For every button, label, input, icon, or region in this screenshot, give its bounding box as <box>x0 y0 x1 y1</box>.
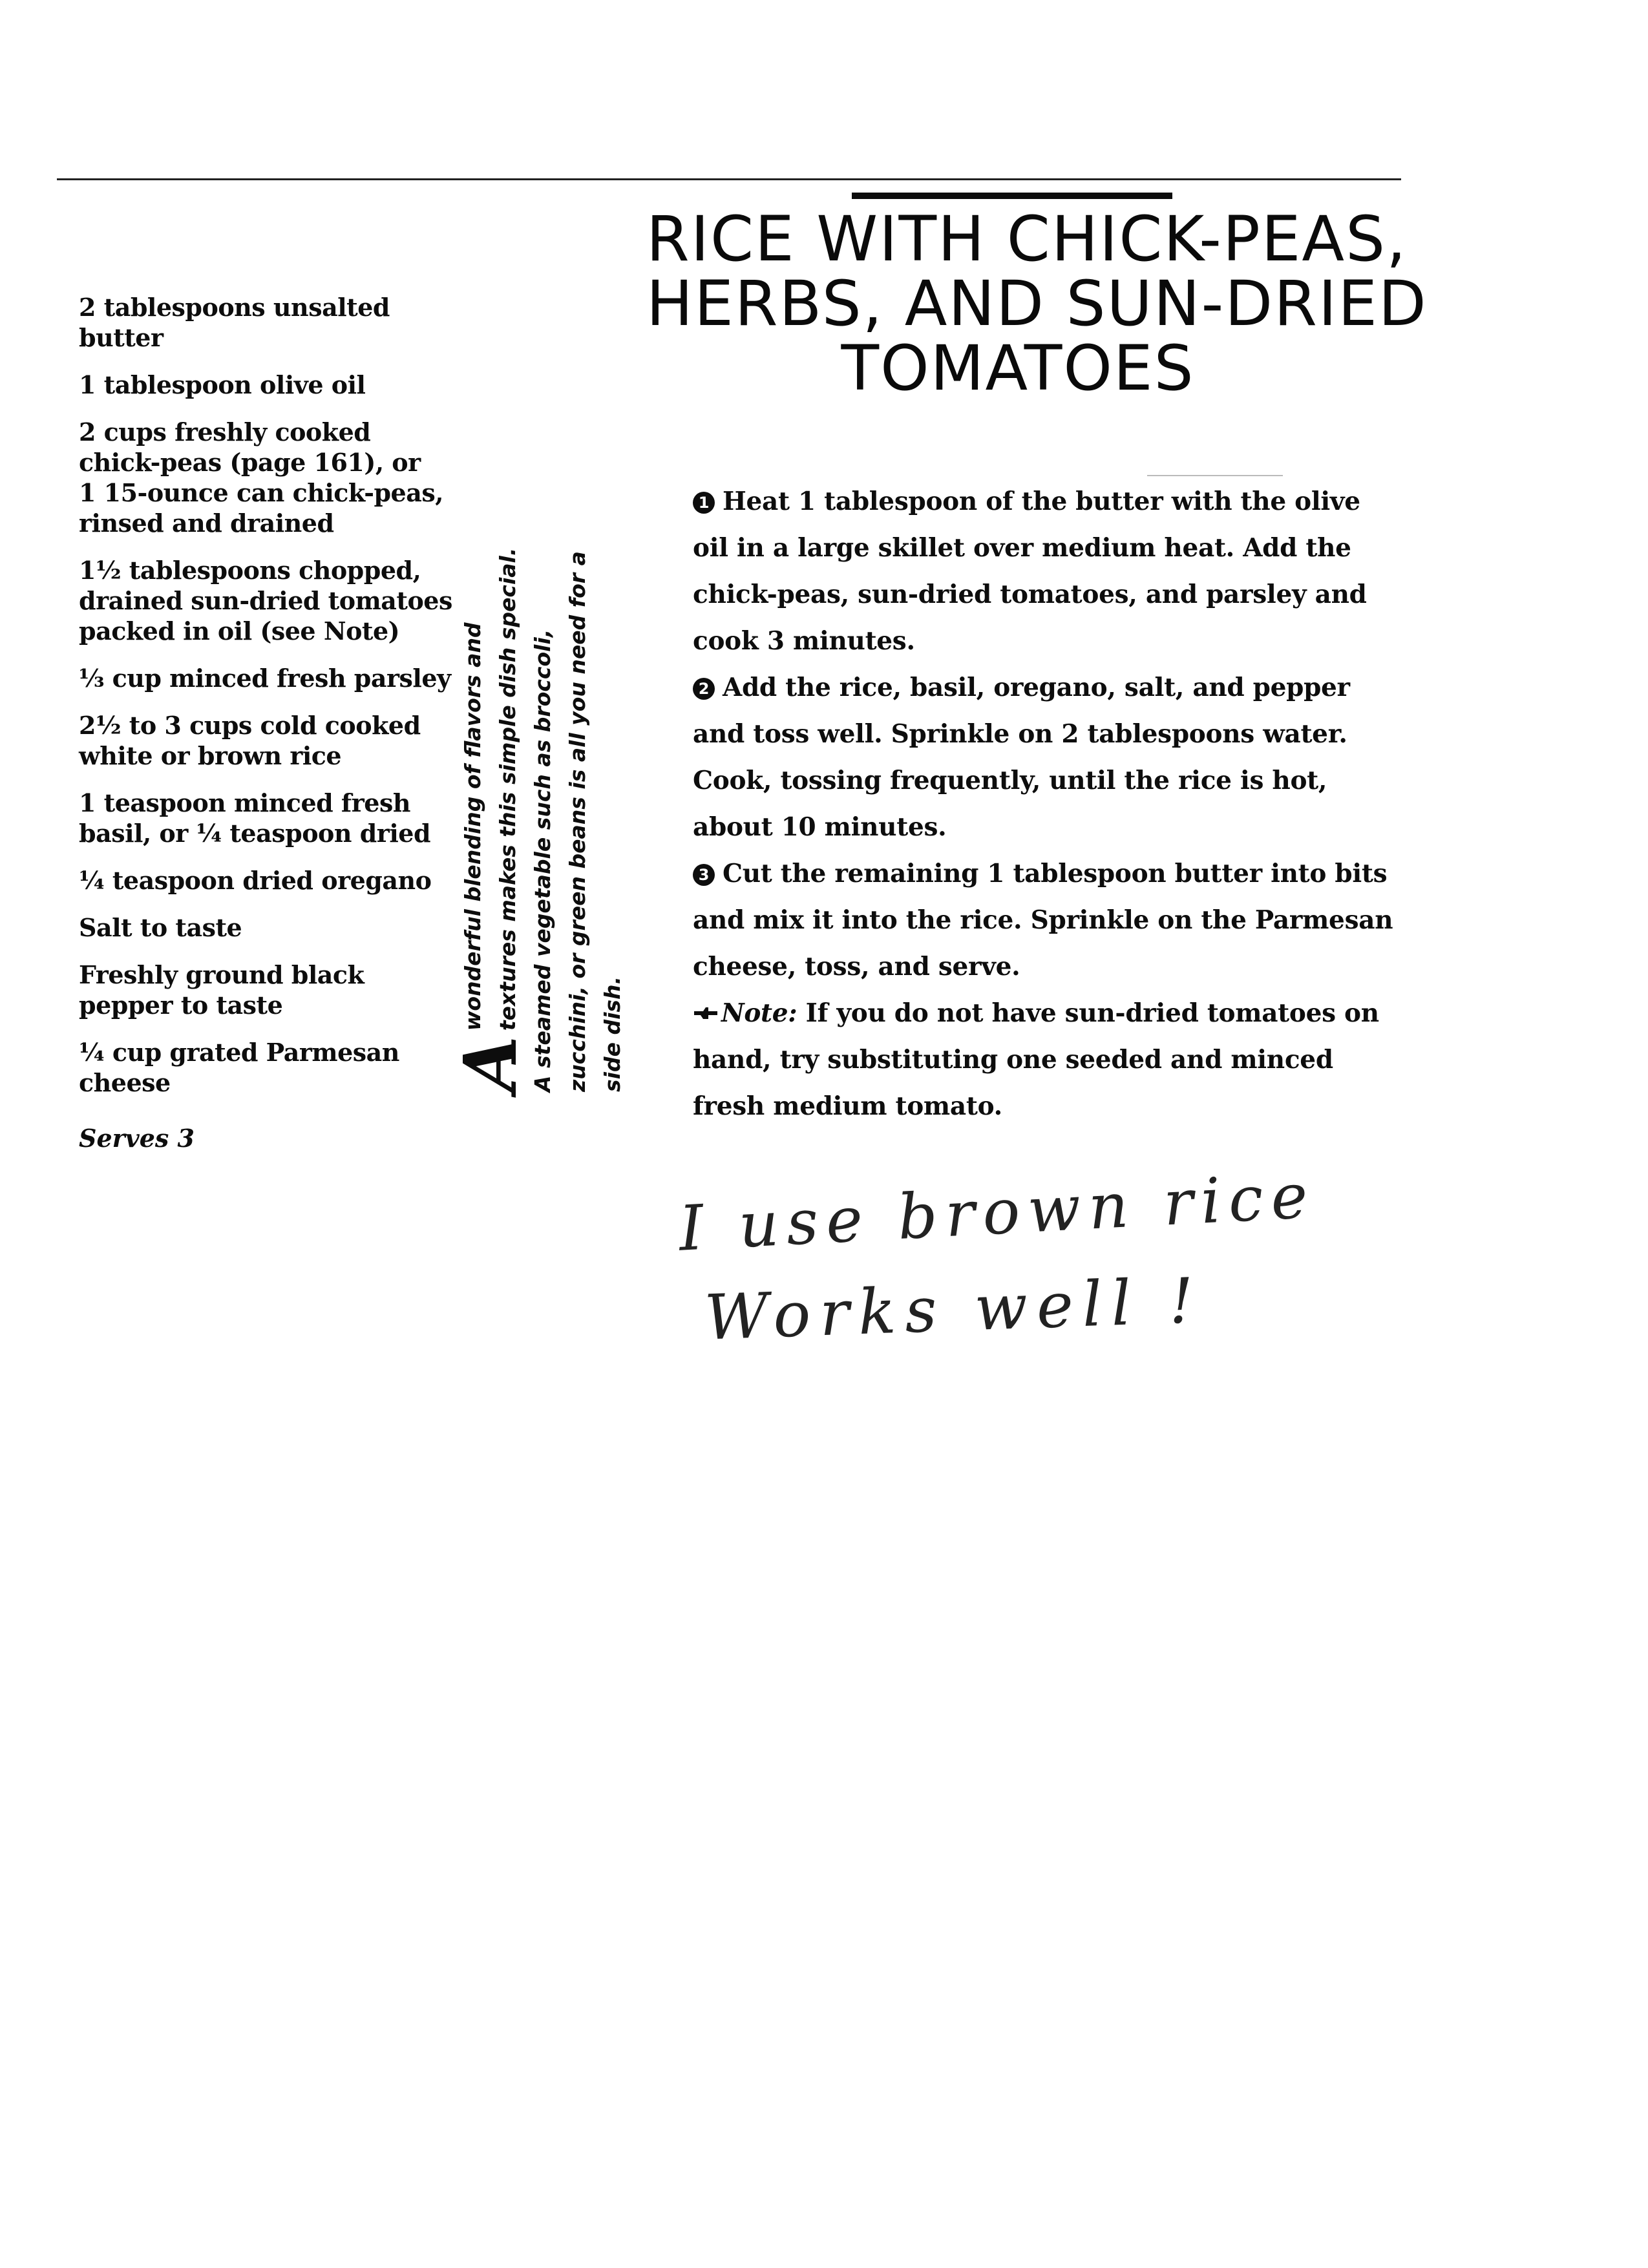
handwritten-note <box>653 1159 1364 1383</box>
ingredient-list <box>79 292 467 1177</box>
step-number-icon: 3 <box>693 864 715 886</box>
ingredient-item: 1 teaspoon minced fresh basil, or ¼ teaspoon dried <box>79 788 431 848</box>
recipe-title <box>646 203 1428 404</box>
ingredient-item: 1½ tablespoons chopped, drained sun-dried tomatoes packed in oil (see Note) <box>79 556 452 646</box>
ingredient-item: 2 tablespoons unsalted butter <box>79 293 390 352</box>
step-2 <box>693 664 1404 850</box>
title-rule <box>852 193 1172 199</box>
title-line: HERBS, AND SUN-DRIED <box>646 268 1428 340</box>
step-number-icon: 1 <box>693 492 715 514</box>
step-number-icon: 2 <box>693 678 715 700</box>
serves-count: Serves 3 <box>79 1124 195 1153</box>
step-1 <box>693 478 1404 664</box>
step-text: Add the rice, basil, oregano, salt, and pepper and toss well. Sprinkle on 2 tablespoons water. Cook, tossing frequently, until the rice is hot, about 10 minutes. <box>693 673 1350 842</box>
step-text: Cut the remaining 1 tablespoon butter into bits and mix it into the rice. Sprinkle on the Parmesan cheese, toss, and serve. <box>693 859 1393 982</box>
handwritten-line: I use brown rice <box>677 1159 1317 1265</box>
method-steps <box>693 478 1404 1129</box>
ingredient-item: ¼ cup grated Parmesan cheese <box>79 1038 399 1097</box>
faint-rule <box>1147 475 1283 476</box>
ingredient-item: Freshly ground black pepper to taste <box>79 960 364 1020</box>
step-3 <box>693 850 1404 990</box>
top-rule <box>57 178 1401 180</box>
sidebar-dropcap: A <box>449 1036 533 1092</box>
handwritten-line: Works well ! <box>703 1264 1205 1354</box>
ingredient-item: 2 cups freshly cooked chick-peas (page 161), or 1 15-ounce can chick-peas, rinsed and drained <box>79 417 443 538</box>
ingredient-item: Salt to taste <box>79 913 242 942</box>
ingredient-item: ⅓ cup minced fresh parsley <box>79 664 451 693</box>
sidebar-text: wonderful blending of flavors and textures makes this simple dish special. A steamed vegetable such as broccoli, zucchini, or green beans is all you need for a side dish. <box>460 547 625 1092</box>
title-line: RICE WITH CHICK-PEAS, <box>646 203 1408 275</box>
sidebar-blurb <box>449 530 630 1092</box>
title-line: TOMATOES <box>841 332 1195 404</box>
note-label: Note: <box>721 998 798 1028</box>
ingredient-item: ¼ teaspoon dried oregano <box>79 866 432 895</box>
pointing-hand-icon <box>693 1006 719 1020</box>
note-text: If you do not have sun-dried tomatoes on hand, try substituting one seeded and minced fresh medium tomato. <box>693 998 1379 1121</box>
ingredient-item: 1 tablespoon olive oil <box>79 370 366 399</box>
ingredient-item: 2½ to 3 cups cold cooked white or brown rice <box>79 711 421 770</box>
note <box>693 990 1404 1129</box>
step-text: Heat 1 tablespoon of the butter with the olive oil in a large skillet over medium heat. Add the chick-peas, sun-dried tomatoes, and parsley and cook 3 minutes. <box>693 487 1367 656</box>
